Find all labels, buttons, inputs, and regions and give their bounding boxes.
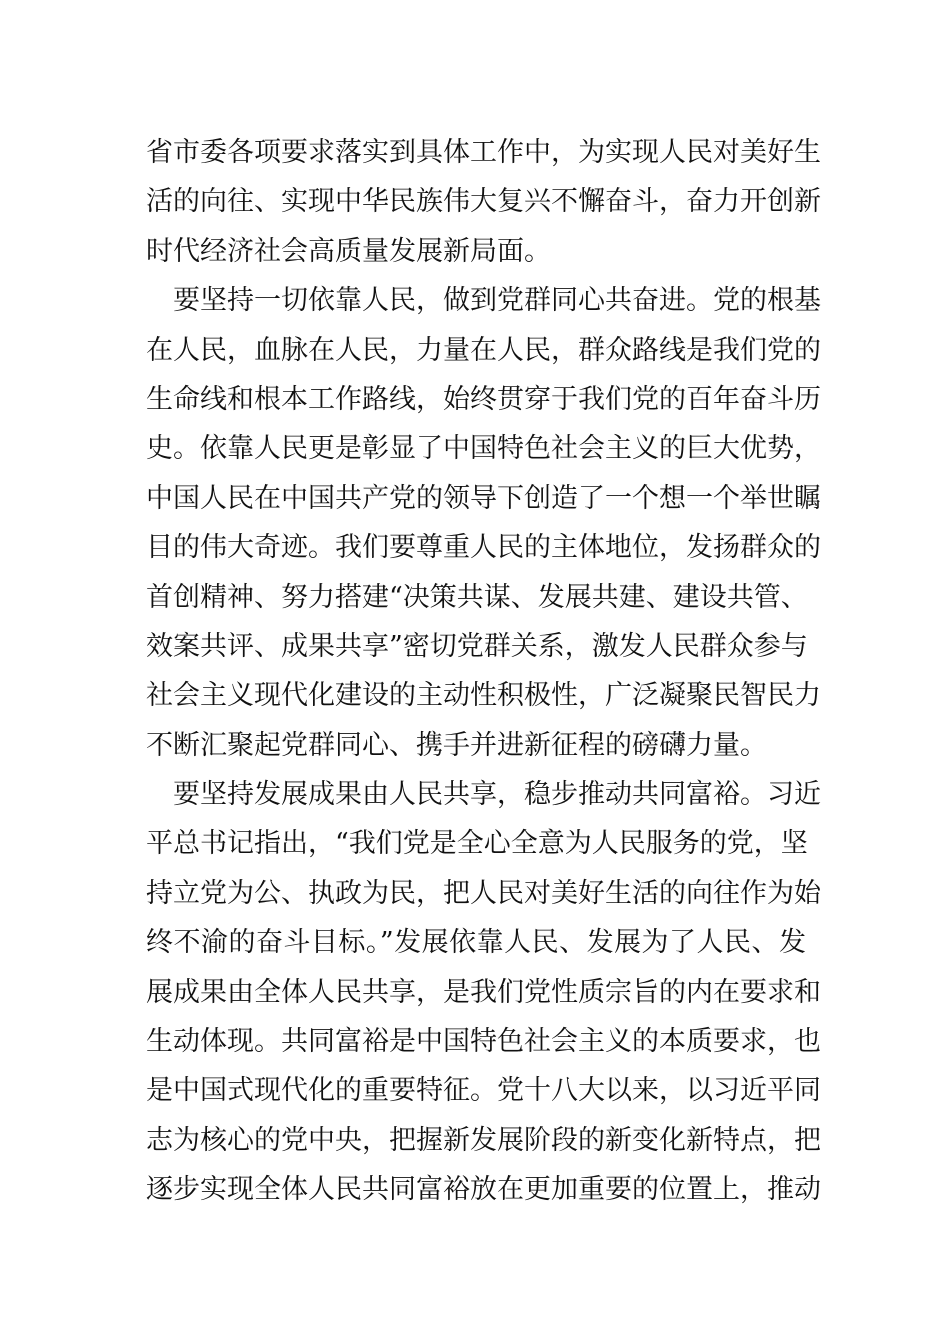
text-line: 是中国式现代化的重要特征。党十八大以来，以习近平同 xyxy=(146,1075,821,1107)
text-line: 生命线和根本工作路线，始终贯穿于我们党的百年奋斗历 xyxy=(146,383,821,415)
text-line: 逐步实现全体人民共同富裕放在更加重要的位置上，推动 xyxy=(146,1174,821,1206)
text-line: 生动体现。共同富裕是中国特色社会主义的本质要求，也 xyxy=(146,1026,821,1058)
text-line: 持立党为公、执政为民，把人民对美好生活的向往作为始 xyxy=(146,877,821,909)
text-line: 省市委各项要求落实到具体工作中，为实现人民对美好生 xyxy=(146,137,821,168)
text-line: 史。依靠人民更是彰显了中国特色社会主义的巨大优势， xyxy=(146,433,821,465)
text-line: 目的伟大奇迹。我们要尊重人民的主体地位，发扬群众的 xyxy=(146,532,821,564)
text-line: 要坚持一切依靠人民，做到党群同心共奋进。党的根基 xyxy=(146,285,821,317)
document-body xyxy=(146,128,821,1215)
text-line: 效案共评、成果共享”密切党群关系，激发人民群众参与 xyxy=(146,630,808,662)
text-line: 社会主义现代化建设的主动性积极性，广泛凝聚民智民力 xyxy=(146,680,821,712)
text-line: 志为核心的党中央，把握新发展阶段的新变化新特点，把 xyxy=(146,1124,821,1156)
text-line: 要坚持发展成果由人民共享，稳步推动共同富裕。习近 xyxy=(146,779,821,811)
text-line: 首创精神、努力搭建“决策共谋、发展共建、建设共管、 xyxy=(146,581,808,613)
text-line: 中国人民在中国共产党的领导下创造了一个想一个举世瞩 xyxy=(146,482,821,514)
text-line: 平总书记指出，“我们党是全心全意为人民服务的党，坚 xyxy=(146,828,808,860)
text-line: 展成果由全体人民共享，是我们党性质宗旨的内在要求和 xyxy=(146,976,821,1008)
text-line: 时代经济社会高质量发展新局面。 xyxy=(146,235,551,267)
text-line: 活的向往、实现中华民族伟大复兴不懈奋斗，奋力开创新 xyxy=(146,186,821,218)
text-line: 不断汇聚起党群同心、携手并进新征程的磅礴力量。 xyxy=(146,729,767,761)
text-line: 终不渝的奋斗目标。”发展依靠人民、发展为了人民、发 xyxy=(146,927,806,959)
text-line: 在人民，血脉在人民，力量在人民，群众路线是我们党的 xyxy=(146,334,821,366)
